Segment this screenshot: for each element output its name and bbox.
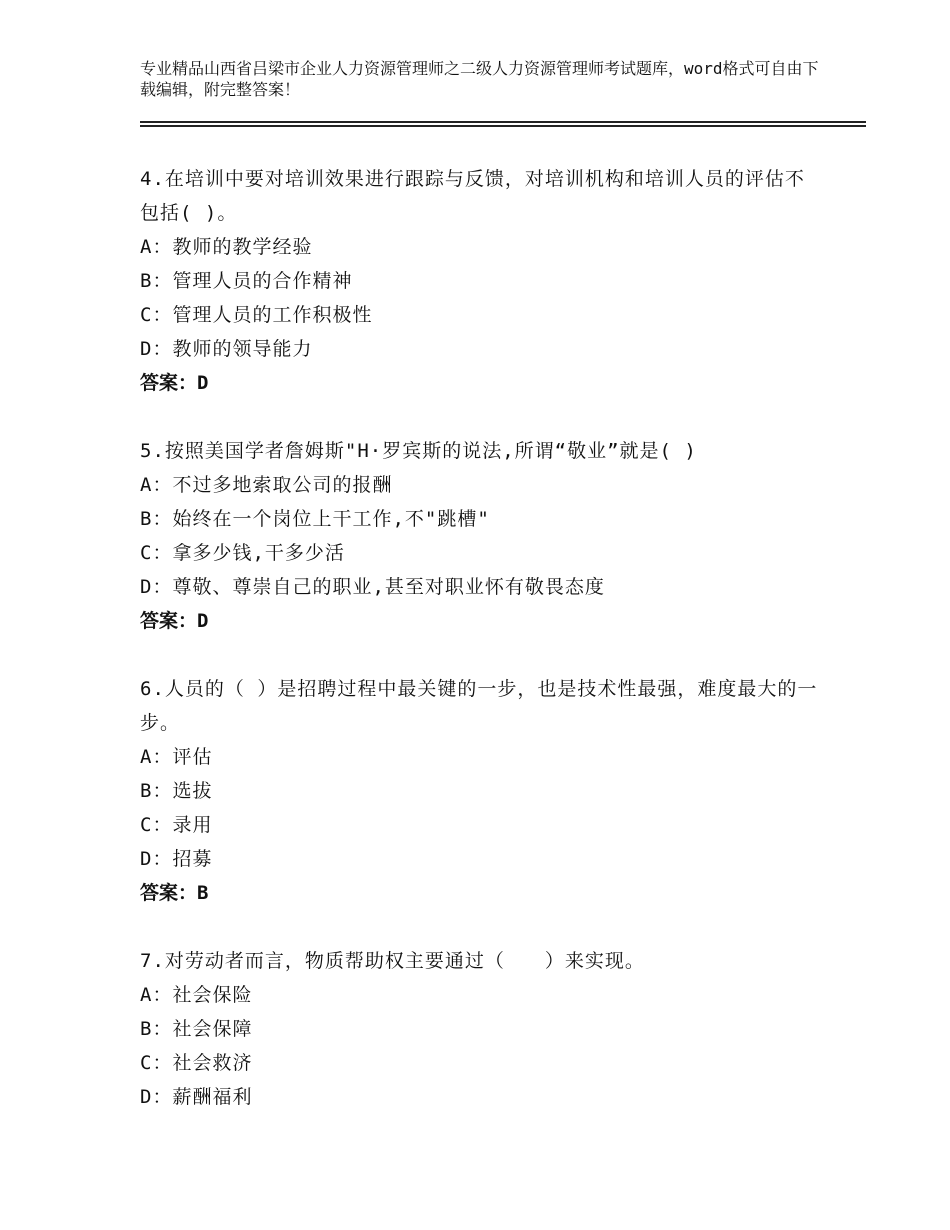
question-item bbox=[140, 162, 820, 400]
document-header: 专业精品山西省吕梁市企业人力资源管理师之二级人力资源管理师考试题库，word格式可自由下载编辑，附完整答案！ bbox=[140, 59, 819, 99]
answer-line: 答案：B bbox=[140, 882, 209, 904]
option-a: A：社会保险 bbox=[140, 984, 253, 1006]
question-item bbox=[140, 672, 820, 910]
option-b: B：管理人员的合作精神 bbox=[140, 270, 353, 292]
option-c: C：管理人员的工作积极性 bbox=[140, 304, 373, 326]
question-item bbox=[140, 434, 820, 638]
option-a: A：评估 bbox=[140, 746, 213, 768]
header-divider-line-1 bbox=[140, 121, 866, 123]
option-d: D：招募 bbox=[140, 848, 213, 870]
option-a: A：不过多地索取公司的报酬 bbox=[140, 474, 393, 496]
question-stem: 4.在培训中要对培训效果进行跟踪与反馈，对培训机构和培训人员的评估不包括( )。 bbox=[140, 168, 805, 224]
question-item bbox=[140, 944, 820, 1114]
question-stem: 6.人员的（ ）是招聘过程中最关键的一步，也是技术性最强，难度最大的一步。 bbox=[140, 678, 818, 734]
question-stem: 7.对劳动者而言，物质帮助权主要通过（ ）来实现。 bbox=[140, 950, 645, 972]
option-c: C：录用 bbox=[140, 814, 213, 836]
option-b: B：始终在一个岗位上干工作,不"跳槽" bbox=[140, 508, 490, 530]
header-divider-line-2 bbox=[140, 125, 866, 127]
question-list bbox=[140, 162, 820, 1148]
answer-line: 答案：D bbox=[140, 372, 209, 394]
question-stem: 5.按照美国学者詹姆斯"H·罗宾斯的说法,所谓“敬业”就是( ) bbox=[140, 440, 697, 462]
option-c: C：拿多少钱,干多少活 bbox=[140, 542, 345, 564]
option-b: B：选拔 bbox=[140, 780, 213, 802]
answer-line: 答案：D bbox=[140, 610, 209, 632]
option-a: A：教师的教学经验 bbox=[140, 236, 313, 258]
option-d: D：尊敬、尊崇自己的职业,甚至对职业怀有敬畏态度 bbox=[140, 576, 605, 598]
option-c: C：社会救济 bbox=[140, 1052, 253, 1074]
option-d: D：薪酬福利 bbox=[140, 1086, 253, 1108]
option-d: D：教师的领导能力 bbox=[140, 338, 313, 360]
option-b: B：社会保障 bbox=[140, 1018, 253, 1040]
